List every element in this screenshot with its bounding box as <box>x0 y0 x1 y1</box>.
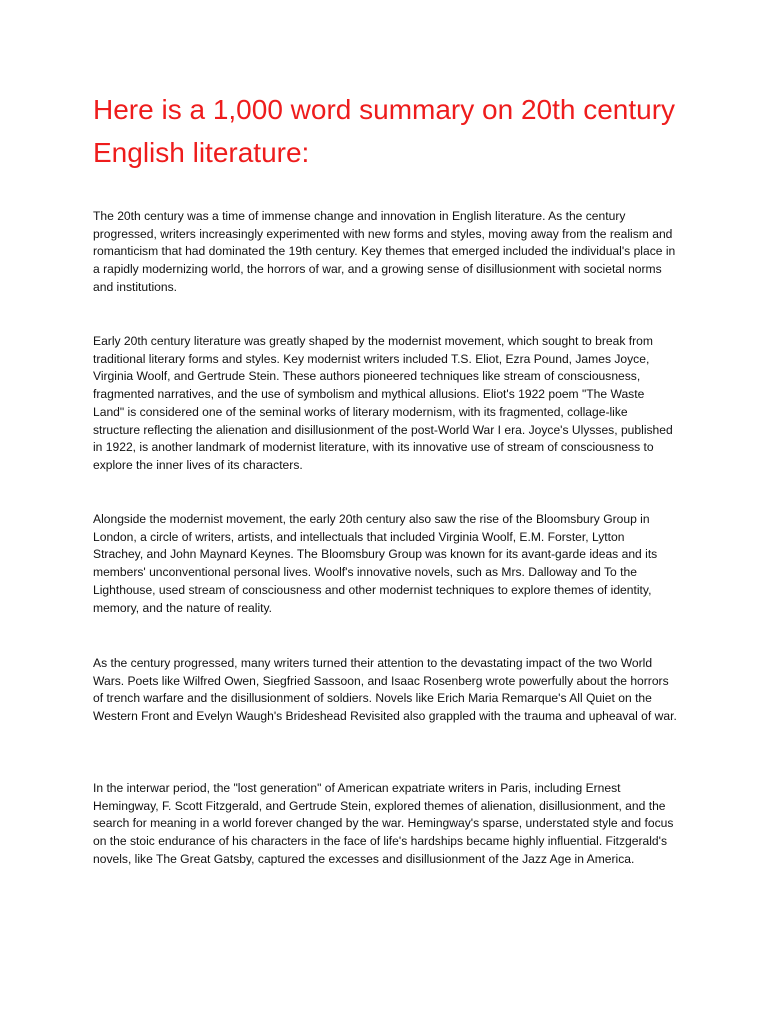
document-title: Here is a 1,000 word summary on 20th century English literature: <box>93 94 676 168</box>
paragraph-intro: The 20th century was a time of immense change and innovation in English literature. As the century progressed, writers increasingly experimented with new forms and styles, moving away from the realism and romanticism that had dominated the 19th century. Key themes that emerged included the individual's place in a rapidly modernizing world, the horrors of war, and a growing sense of disillusionment with societal norms and institutions. <box>93 209 676 294</box>
paragraph-modernism: Early 20th century literature was greatly shaped by the modernist movement, which sought to break from traditional literary forms and styles. Key modernist writers included T.S. Eliot, Ezra Pound, James Joyce, Virginia Woolf, and Gertrude Stein. These authors pioneered techniques like stream of consciousness, fragmented narratives, and the use of symbolism and mythical allusions. Eliot's 1922 poem "The Waste Land" is considered one of the seminal works of literary modernism, with its fragmented, collage-like structure reflecting the alienation and disillusionment of the post-World War I era. Joyce's Ulysses, published in 1922, is another landmark of modernist literature, with its innovative use of stream of consciousness to explore the inner lives of its characters. <box>93 334 673 472</box>
paragraph-world-wars: As the century progressed, many writers turned their attention to the devastating impact of the two World Wars. Poets like Wilfred Owen, Siegfried Sassoon, and Isaac Rosenberg wrote powerfully about the horrors of trench warfare and the disillusionment of soldiers. Novels like Erich Maria Remarque's All Quiet on the Western Front and Evelyn Waugh's Brideshead Revisited also grappled with the trauma and upheaval of war. <box>93 656 677 724</box>
paragraph-bloomsbury: Alongside the modernist movement, the early 20th century also saw the rise of the Bloomsbury Group in London, a circle of writers, artists, and intellectuals that included Virginia Woolf, E.M. Forster, Lytton Strachey, and John Maynard Keynes. The Bloomsbury Group was known for its avant-garde ideas and its members' unconventional personal lives. Woolf's innovative novels, such as Mrs. Dalloway and To the Lighthouse, used stream of consciousness and other modernist techniques to explore themes of identity, memory, and the nature of reality. <box>93 512 658 615</box>
paragraph-lost-generation: In the interwar period, the "lost generation" of American expatriate writers in Paris, including Ernest Hemingway, F. Scott Fitzgerald, and Gertrude Stein, explored themes of alienation, disillusionment, and the search for meaning in a world forever changed by the war. Hemingway's sparse, understated style and focus on the stoic endurance of his characters in the face of life's hardships became highly influential. Fitzgerald's novels, like The Great Gatsby, captured the excesses and disillusionment of the Jazz Age in America. <box>93 781 674 866</box>
